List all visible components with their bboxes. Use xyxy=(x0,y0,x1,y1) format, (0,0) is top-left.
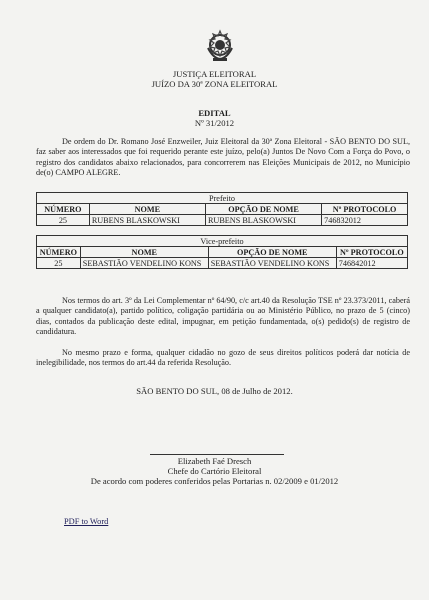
court-name: JUSTIÇA ELEITORAL xyxy=(172,69,257,79)
table-row xyxy=(37,258,408,269)
column-header: NOME xyxy=(89,204,205,215)
cell-option-name: SEBASTIÃO VENDELINO KONS xyxy=(208,258,336,269)
cell-protocol: 746842012 xyxy=(336,258,407,269)
column-header: Nº PROTOCOLO xyxy=(322,204,408,215)
coat-of-arms-emblem xyxy=(203,28,237,64)
cell-option-name: RUBENS BLASKOWSKI xyxy=(205,215,321,226)
notice-paragraph: No mesmo prazo e forma, qualquer cidadão no gozo de seus direitos políticos poderá dar notícia de inelegibilidade, nos termos do art.44 da referida Resolução. xyxy=(36,348,410,368)
column-header: NÚMERO xyxy=(37,247,81,258)
column-header: NOME xyxy=(80,247,208,258)
table-caption: Vice-prefeito xyxy=(37,236,408,247)
column-header: NÚMERO xyxy=(37,204,90,215)
cell-protocol: 746832012 xyxy=(322,215,408,226)
column-header: OPÇÃO DE NOME xyxy=(208,247,336,258)
cell-number: 25 xyxy=(37,258,81,269)
prefeito-table xyxy=(36,192,408,226)
pdf-to-word-link[interactable]: PDF to Word xyxy=(64,517,109,526)
cell-name: SEBASTIÃO VENDELINO KONS xyxy=(80,258,208,269)
table-caption: Prefeito xyxy=(37,193,408,204)
signer-name: Elizabeth Faé Dresch xyxy=(177,456,252,466)
legal-paragraph: Nos termos do art. 3º da Lei Complementar nº 64/90, c/c art.40 da Resolução TSE nº 23.373/2011, caberá a qualquer candidato(a), partido político, coligação partidária ou ao Ministério Público, no prazo de 5 (cinco) dias, contados da publicação deste edital, impugnar, em petição fundamentada, o(s) pedido(s) de registro de candidatura. xyxy=(36,296,410,336)
signature-line xyxy=(150,454,284,455)
document-number: Nº 31/2012 xyxy=(194,118,235,128)
intro-paragraph: De ordem do Dr. Romano José Enzweiler, Juiz Eleitoral da 30ª Zona Eleitoral - SÃO BENTO DO SUL, faz saber aos interessados que foi requerido perante este juízo, pelo(a) Juntos De Novo Com a Força do Povo, o registro dos candidatos abaixo relacionados, para concorrerem nas Eleições Municipais de 2012, no Município de(o) CAMPO ALEGRE. xyxy=(36,137,410,177)
vice-prefeito-table xyxy=(36,235,408,269)
column-header: Nº PROTOCOLO xyxy=(336,247,407,258)
document-title: EDITAL xyxy=(198,108,231,118)
table-row xyxy=(37,215,408,226)
place-date: SÃO BENTO DO SUL, 08 de Julho de 2012. xyxy=(136,386,293,396)
cell-name: RUBENS BLASKOWSKI xyxy=(89,215,205,226)
cell-number: 25 xyxy=(37,215,90,226)
column-header: OPÇÃO DE NOME xyxy=(205,204,321,215)
zone-name: JUÍZO DA 30ª ZONA ELEITORAL xyxy=(151,79,278,89)
signer-role: Chefe do Cartório Eleitoral xyxy=(167,466,262,476)
signer-authority: De acordo com poderes conferidos pelas Portarias n. 02/2009 e 01/2012 xyxy=(90,476,339,486)
